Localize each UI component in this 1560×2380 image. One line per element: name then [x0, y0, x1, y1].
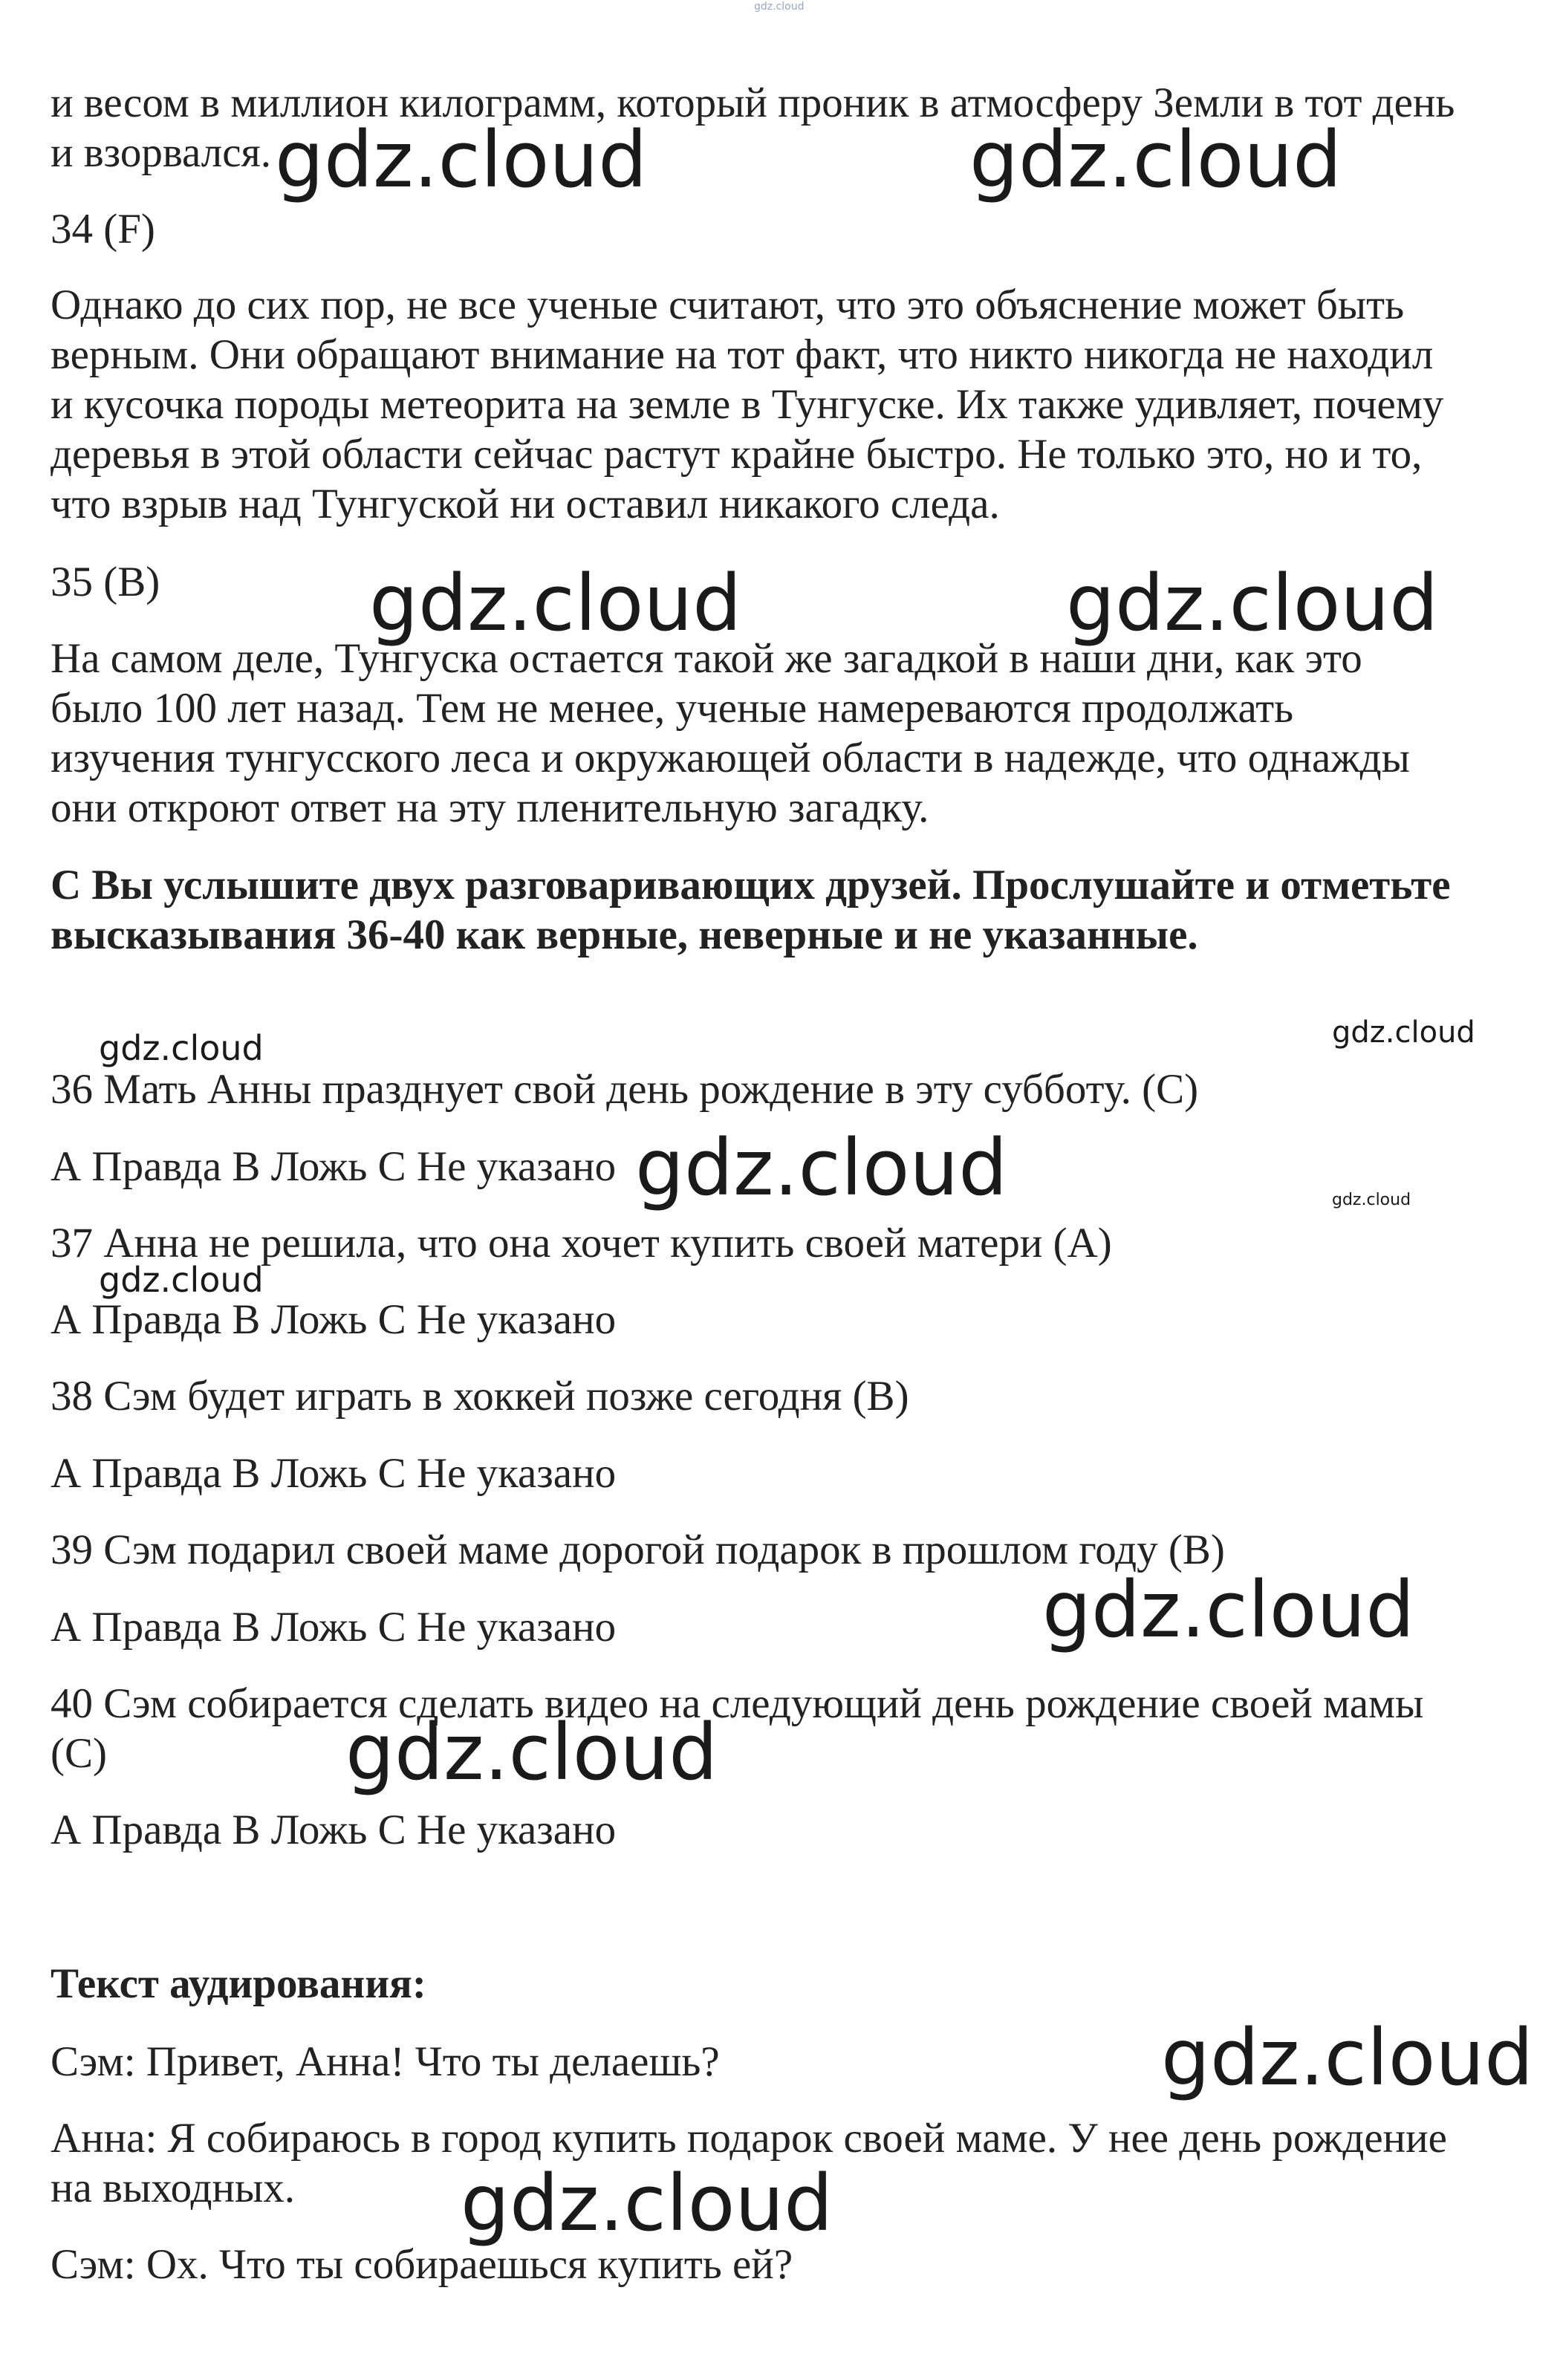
watermark: gdz.cloud	[275, 114, 648, 205]
question-40-options: А Правда В Ложь С Не указано	[51, 1807, 617, 1853]
watermark: gdz.cloud	[345, 1707, 718, 1798]
question-36: 36 Мать Анны празднует свой день рождение в эту субботу. (С)	[51, 1066, 1199, 1113]
watermark: gdz.cloud	[635, 1122, 1008, 1213]
watermark-top: gdz.cloud	[754, 1, 805, 13]
paragraph-line: и весом в миллион килограмм, который проник в атмосферу Земли в тот день	[51, 79, 1455, 126]
dialogue-line: на выходных.	[51, 2165, 296, 2211]
answer-label-35: 35 (B)	[51, 559, 160, 605]
dialogue-line: Сэм: Привет, Анна! Что ты делаешь?	[51, 2038, 720, 2085]
watermark: gdz.cloud	[99, 1260, 264, 1300]
watermark: gdz.cloud	[1066, 558, 1439, 648]
watermark: gdz.cloud	[1042, 1564, 1415, 1655]
paragraph-line: они откроют ответ на эту пленительную загадку.	[51, 784, 929, 831]
paragraph-line: и кусочка породы метеорита на земле в Тунгуске. Их также удивляет, почему	[51, 381, 1444, 428]
question-38-options: А Правда В Ложь С Не указано	[51, 1450, 617, 1497]
paragraph-line: было 100 лет назад. Тем не менее, ученые намереваются продолжать	[51, 685, 1294, 732]
paragraph-line: верным. Они обращают внимание на тот факт, что никто никогда не находил	[51, 331, 1434, 378]
question-39: 39 Сэм подарил своей маме дорогой подарок в прошлом году (В)	[51, 1526, 1225, 1573]
paragraph-line: и взорвался.	[51, 129, 272, 176]
section-c-instruction: С Вы услышите двух разговаривающих друзей. Прослушайте и отметьте	[51, 862, 1451, 908]
watermark: gdz.cloud	[99, 1028, 264, 1068]
paragraph-line: изучения тунгусского леса и окружающей области в надежде, что однажды	[51, 735, 1410, 781]
watermark: gdz.cloud	[1332, 1191, 1411, 1209]
watermark: gdz.cloud	[1332, 1015, 1475, 1050]
watermark: gdz.cloud	[969, 114, 1342, 205]
question-38: 38 Сэм будет играть в хоккей позже сегодня (В)	[51, 1373, 909, 1420]
paragraph-line: что взрыв над Тунгуской ни оставил никакого следа.	[51, 481, 1000, 527]
listening-heading: Текст аудирования:	[51, 1960, 426, 2007]
paragraph-line: деревья в этой области сейчас растут крайне быстро. Не только это, но и то,	[51, 431, 1423, 478]
paragraph-line: Однако до сих пор, не все ученые считают, что это объяснение может быть	[51, 282, 1405, 328]
question-40-continued: (С)	[51, 1730, 107, 1777]
dialogue-line: Сэм: Ох. Что ты собираешься купить ей?	[51, 2241, 793, 2288]
dialogue-line: Анна: Я собираюсь в город купить подарок своей маме. У нее день рождение	[51, 2115, 1447, 2162]
paragraph-line: На самом деле, Тунгуска остается такой же загадкой в наши дни, как это	[51, 635, 1362, 682]
question-37-options: А Правда В Ложь С Не указано	[51, 1296, 617, 1343]
question-40: 40 Сэм собирается сделать видео на следующий день рождение своей мамы	[51, 1680, 1424, 1727]
question-37: 37 Анна не решила, что она хочет купить своей матери (А)	[51, 1220, 1112, 1267]
question-39-options: А Правда В Ложь С Не указано	[51, 1604, 617, 1651]
watermark: gdz.cloud	[461, 2158, 833, 2249]
watermark: gdz.cloud	[1161, 2012, 1534, 2103]
section-c-instruction: высказывания 36-40 как верные, неверные и не указанные.	[51, 911, 1198, 958]
question-36-options: А Правда В Ложь С Не указано	[51, 1143, 617, 1190]
answer-label-34: 34 (F)	[51, 206, 155, 253]
watermark: gdz.cloud	[369, 558, 742, 648]
